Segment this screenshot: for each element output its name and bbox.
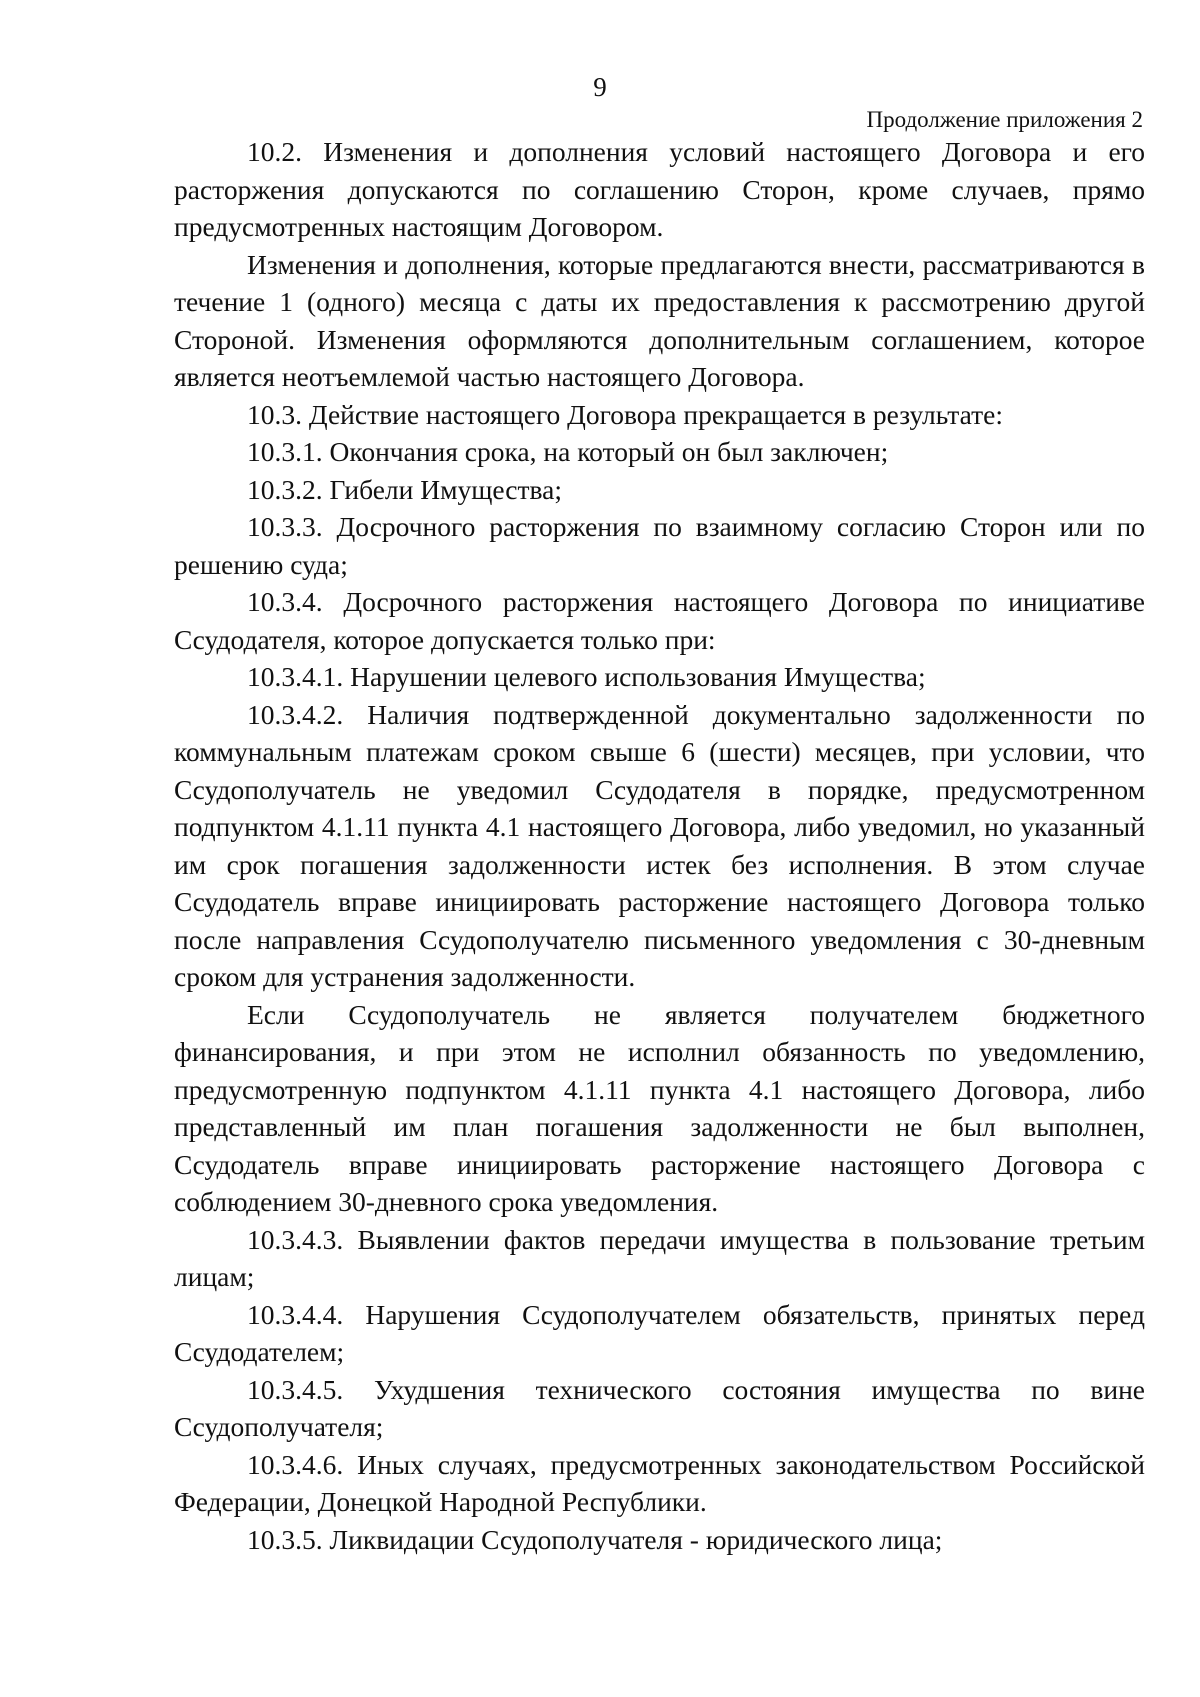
clause-10-3-2: 10.3.2. Гибели Имущества; bbox=[247, 473, 562, 505]
clause-10-3-4-5: 10.3.4.5. Ухудшения технического состояния имущества по вине Ссудополучателя; bbox=[174, 1373, 1145, 1442]
clause-10-3: 10.3. Действие настоящего Договора прекращается в результате: bbox=[247, 398, 1003, 430]
clause-10-3-4-2: 10.3.4.2. Наличия подтвержденной документально задолженности по коммунальным платежам сроком свыше 6 (шести) месяцев, при условии, что Ссудополучатель не уведомил Ссудодателя в порядке, предусмотренном подпунктом 4.1.11 пункта 4.1 настоящего Договора, либо уведомил, но указанный им срок погашения задолженности истек без исполнения. В этом случае Ссудодатель вправе инициировать расторжение настоящего Договора только после направления Ссудополучателю письменного уведомления с 30-дневным сроком для устранения задолженности. bbox=[174, 698, 1145, 992]
document-body bbox=[174, 133, 1145, 1558]
clause-10-3-4-2-non-budget: Если Ссудополучатель не является получателем бюджетного финансирования, и при этом не исполнил обязанность по уведомлению, предусмотренную подпунктом 4.1.11 пункта 4.1 настоящего Договора, либо представленный им план погашения задолженности не был выполнен, Ссудодатель вправе инициировать расторжение настоящего Договора с соблюдением 30-дневного срока уведомления. bbox=[174, 998, 1145, 1217]
appendix-continuation-note: Продолжение приложения 2 bbox=[866, 107, 1143, 132]
clause-10-3-4: 10.3.4. Досрочного расторжения настоящего Договора по инициативе Ссудодателя, которое допускается только при: bbox=[174, 586, 1145, 655]
clause-10-3-1: 10.3.1. Окончания срока, на который он был заключен; bbox=[247, 436, 889, 467]
clause-10-3-3: 10.3.3. Досрочного расторжения по взаимному согласию Сторон или по решению суда; bbox=[174, 511, 1145, 580]
clause-10-3-4-1: 10.3.4.1. Нарушении целевого использования Имущества; bbox=[247, 661, 926, 692]
clause-10-3-4-6: 10.3.4.6. Иных случаях, предусмотренных законодательством Российской Федерации, Донецкой Народной Республики. bbox=[174, 1448, 1145, 1517]
clause-10-3-5: 10.3.5. Ликвидации Ссудополучателя - юридического лица; bbox=[247, 1523, 943, 1555]
clause-10-3-4-4: 10.3.4.4. Нарушения Ссудополучателем обязательств, принятых перед Ссудодателем; bbox=[174, 1298, 1145, 1367]
clause-10-2: 10.2. Изменения и дополнения условий настоящего Договора и его расторжения допускаются по соглашению Сторон, кроме случаев, прямо предусмотренных настоящим Договором. bbox=[174, 136, 1145, 242]
page-number: 9 bbox=[593, 72, 607, 102]
clause-10-2-changes-procedure: Изменения и дополнения, которые предлагаются внести, рассматриваются в течение 1 (одного) месяца с даты их предоставления к рассмотрению другой Стороной. Изменения оформляются дополнительным соглашением, которое является неотъемлемой частью настоящего Договора. bbox=[174, 248, 1145, 392]
clause-10-3-4-3: 10.3.4.3. Выявлении фактов передачи имущества в пользование третьим лицам; bbox=[174, 1223, 1145, 1292]
